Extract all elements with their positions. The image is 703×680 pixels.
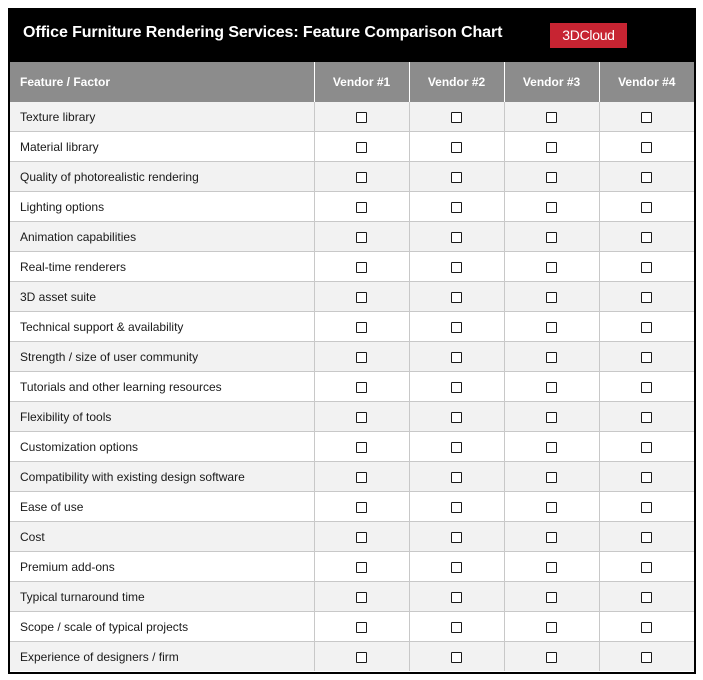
vendor-2-cell	[409, 282, 504, 312]
vendor-1-cell	[314, 282, 409, 312]
vendor-4-cell	[599, 282, 694, 312]
vendor-1-checkbox-icon[interactable]	[356, 232, 367, 243]
vendor-4-checkbox-icon[interactable]	[641, 442, 652, 453]
vendor-1-cell	[314, 162, 409, 192]
vendor-4-cell	[599, 372, 694, 402]
vendor-3-cell	[504, 432, 599, 462]
vendor-3-checkbox-icon[interactable]	[546, 232, 557, 243]
vendor-4-cell	[599, 312, 694, 342]
vendor-4-checkbox-icon[interactable]	[641, 352, 652, 363]
vendor-1-checkbox-icon[interactable]	[356, 202, 367, 213]
vendor-4-cell	[599, 162, 694, 192]
vendor-4-cell	[599, 102, 694, 132]
table-row	[10, 342, 694, 372]
table-row	[10, 432, 694, 462]
comparison-chart	[8, 8, 696, 674]
vendor-3-checkbox-icon[interactable]	[546, 142, 557, 153]
vendor-3-cell	[504, 612, 599, 642]
vendor-2-checkbox-icon[interactable]	[451, 412, 462, 423]
vendor-4-checkbox-icon[interactable]	[641, 322, 652, 333]
vendor-4-cell	[599, 342, 694, 372]
vendor-4-checkbox-icon[interactable]	[641, 502, 652, 513]
vendor-1-cell	[314, 612, 409, 642]
vendor-3-checkbox-icon[interactable]	[546, 622, 557, 633]
vendor-1-cell	[314, 432, 409, 462]
feature-label: Texture library	[10, 102, 314, 132]
vendor-2-checkbox-icon[interactable]	[451, 142, 462, 153]
table-header-row	[10, 62, 694, 102]
vendor-2-checkbox-icon[interactable]	[451, 502, 462, 513]
vendor-2-cell	[409, 132, 504, 162]
vendor-2-checkbox-icon[interactable]	[451, 292, 462, 303]
vendor-3-checkbox-icon[interactable]	[546, 442, 557, 453]
table-row	[10, 612, 694, 642]
vendor-3-cell	[504, 222, 599, 252]
vendor-1-checkbox-icon[interactable]	[356, 412, 367, 423]
vendor-1-checkbox-icon[interactable]	[356, 142, 367, 153]
vendor-3-cell	[504, 102, 599, 132]
vendor-1-cell	[314, 132, 409, 162]
vendor-1-checkbox-icon[interactable]	[356, 622, 367, 633]
feature-label: Animation capabilities	[10, 222, 314, 252]
column-header-vendor-3: Vendor #3	[504, 62, 599, 102]
vendor-2-cell	[409, 372, 504, 402]
feature-label: Experience of designers / firm	[10, 642, 314, 672]
vendor-3-checkbox-icon[interactable]	[546, 502, 557, 513]
vendor-4-checkbox-icon[interactable]	[641, 652, 652, 663]
table-row	[10, 132, 694, 162]
column-header-vendor-2: Vendor #2	[409, 62, 504, 102]
vendor-4-cell	[599, 252, 694, 282]
vendor-1-cell	[314, 252, 409, 282]
vendor-4-checkbox-icon[interactable]	[641, 202, 652, 213]
vendor-1-cell	[314, 582, 409, 612]
table-row	[10, 162, 694, 192]
vendor-3-checkbox-icon[interactable]	[546, 412, 557, 423]
vendor-1-checkbox-icon[interactable]	[356, 472, 367, 483]
vendor-1-checkbox-icon[interactable]	[356, 262, 367, 273]
vendor-3-cell	[504, 492, 599, 522]
vendor-1-checkbox-icon[interactable]	[356, 502, 367, 513]
vendor-2-cell	[409, 492, 504, 522]
vendor-3-cell	[504, 402, 599, 432]
vendor-1-checkbox-icon[interactable]	[356, 532, 367, 543]
vendor-2-cell	[409, 462, 504, 492]
vendor-3-checkbox-icon[interactable]	[546, 262, 557, 273]
vendor-2-checkbox-icon[interactable]	[451, 382, 462, 393]
vendor-1-checkbox-icon[interactable]	[356, 592, 367, 603]
vendor-1-checkbox-icon[interactable]	[356, 442, 367, 453]
table-row	[10, 492, 694, 522]
table-body	[10, 102, 694, 671]
vendor-2-checkbox-icon[interactable]	[451, 652, 462, 663]
vendor-2-checkbox-icon[interactable]	[451, 562, 462, 573]
vendor-3-checkbox-icon[interactable]	[546, 112, 557, 123]
vendor-1-cell	[314, 222, 409, 252]
feature-label: Technical support & availability	[10, 312, 314, 342]
vendor-4-checkbox-icon[interactable]	[641, 472, 652, 483]
feature-label: Strength / size of user community	[10, 342, 314, 372]
vendor-4-checkbox-icon[interactable]	[641, 142, 652, 153]
vendor-3-cell	[504, 312, 599, 342]
vendor-1-cell	[314, 102, 409, 132]
table-row	[10, 552, 694, 582]
vendor-4-checkbox-icon[interactable]	[641, 562, 652, 573]
table-row	[10, 642, 694, 672]
vendor-2-checkbox-icon[interactable]	[451, 352, 462, 363]
vendor-2-cell	[409, 192, 504, 222]
vendor-4-cell	[599, 642, 694, 672]
vendor-1-checkbox-icon[interactable]	[356, 112, 367, 123]
vendor-4-cell	[599, 402, 694, 432]
vendor-4-cell	[599, 552, 694, 582]
column-header-vendor-1: Vendor #1	[314, 62, 409, 102]
feature-label: Premium add-ons	[10, 552, 314, 582]
vendor-2-checkbox-icon[interactable]	[451, 472, 462, 483]
feature-label: Tutorials and other learning resources	[10, 372, 314, 402]
vendor-2-cell	[409, 432, 504, 462]
vendor-3-checkbox-icon[interactable]	[546, 562, 557, 573]
feature-label: Material library	[10, 132, 314, 162]
vendor-3-checkbox-icon[interactable]	[546, 322, 557, 333]
table-row	[10, 462, 694, 492]
vendor-1-checkbox-icon[interactable]	[356, 382, 367, 393]
vendor-2-cell	[409, 582, 504, 612]
vendor-2-checkbox-icon[interactable]	[451, 112, 462, 123]
vendor-1-cell	[314, 492, 409, 522]
vendor-1-cell	[314, 312, 409, 342]
vendor-2-cell	[409, 342, 504, 372]
vendor-2-cell	[409, 402, 504, 432]
feature-label: Scope / scale of typical projects	[10, 612, 314, 642]
vendor-3-checkbox-icon[interactable]	[546, 172, 557, 183]
vendor-2-cell	[409, 252, 504, 282]
vendor-1-cell	[314, 552, 409, 582]
comparison-table	[10, 62, 694, 671]
column-header-feature: Feature / Factor	[10, 62, 314, 102]
vendor-3-cell	[504, 552, 599, 582]
feature-label: Lighting options	[10, 192, 314, 222]
feature-label: Customization options	[10, 432, 314, 462]
table-row	[10, 222, 694, 252]
vendor-4-cell	[599, 192, 694, 222]
vendor-2-cell	[409, 162, 504, 192]
vendor-4-checkbox-icon[interactable]	[641, 232, 652, 243]
vendor-3-cell	[504, 162, 599, 192]
vendor-4-checkbox-icon[interactable]	[641, 292, 652, 303]
vendor-1-cell	[314, 462, 409, 492]
vendor-3-cell	[504, 372, 599, 402]
vendor-1-cell	[314, 372, 409, 402]
3dcloud-logo: 3DCloud	[550, 23, 627, 48]
vendor-2-checkbox-icon[interactable]	[451, 622, 462, 633]
vendor-2-checkbox-icon[interactable]	[451, 322, 462, 333]
vendor-4-checkbox-icon[interactable]	[641, 172, 652, 183]
feature-label: Cost	[10, 522, 314, 552]
vendor-2-cell	[409, 642, 504, 672]
table-row	[10, 522, 694, 552]
vendor-4-cell	[599, 582, 694, 612]
vendor-4-checkbox-icon[interactable]	[641, 262, 652, 273]
vendor-1-checkbox-icon[interactable]	[356, 322, 367, 333]
vendor-3-checkbox-icon[interactable]	[546, 382, 557, 393]
vendor-2-cell	[409, 222, 504, 252]
vendor-1-cell	[314, 192, 409, 222]
vendor-3-cell	[504, 462, 599, 492]
vendor-3-cell	[504, 252, 599, 282]
vendor-3-cell	[504, 192, 599, 222]
feature-label: 3D asset suite	[10, 282, 314, 312]
feature-label: Flexibility of tools	[10, 402, 314, 432]
vendor-1-cell	[314, 522, 409, 552]
table-row	[10, 402, 694, 432]
table-row	[10, 582, 694, 612]
vendor-3-checkbox-icon[interactable]	[546, 202, 557, 213]
vendor-3-cell	[504, 582, 599, 612]
table-row	[10, 312, 694, 342]
vendor-4-checkbox-icon[interactable]	[641, 112, 652, 123]
vendor-2-cell	[409, 102, 504, 132]
vendor-3-cell	[504, 132, 599, 162]
vendor-4-cell	[599, 612, 694, 642]
vendor-3-checkbox-icon[interactable]	[546, 592, 557, 603]
vendor-2-cell	[409, 312, 504, 342]
vendor-3-cell	[504, 642, 599, 672]
vendor-4-cell	[599, 222, 694, 252]
vendor-4-cell	[599, 522, 694, 552]
table-row	[10, 282, 694, 312]
vendor-3-cell	[504, 522, 599, 552]
feature-label: Typical turnaround time	[10, 582, 314, 612]
vendor-3-checkbox-icon[interactable]	[546, 652, 557, 663]
vendor-2-checkbox-icon[interactable]	[451, 172, 462, 183]
header-bar	[10, 10, 694, 62]
feature-label: Real-time renderers	[10, 252, 314, 282]
vendor-1-checkbox-icon[interactable]	[356, 172, 367, 183]
vendor-4-checkbox-icon[interactable]	[641, 412, 652, 423]
vendor-3-checkbox-icon[interactable]	[546, 292, 557, 303]
vendor-3-cell	[504, 342, 599, 372]
vendor-4-checkbox-icon[interactable]	[641, 622, 652, 633]
feature-label: Compatibility with existing design software	[10, 462, 314, 492]
vendor-2-checkbox-icon[interactable]	[451, 592, 462, 603]
vendor-1-cell	[314, 642, 409, 672]
table-row	[10, 372, 694, 402]
vendor-2-checkbox-icon[interactable]	[451, 202, 462, 213]
vendor-4-cell	[599, 492, 694, 522]
table-row	[10, 252, 694, 282]
vendor-3-checkbox-icon[interactable]	[546, 532, 557, 543]
vendor-1-checkbox-icon[interactable]	[356, 562, 367, 573]
vendor-2-checkbox-icon[interactable]	[451, 262, 462, 273]
vendor-4-cell	[599, 432, 694, 462]
vendor-3-checkbox-icon[interactable]	[546, 352, 557, 363]
vendor-3-cell	[504, 282, 599, 312]
vendor-2-checkbox-icon[interactable]	[451, 532, 462, 543]
vendor-4-checkbox-icon[interactable]	[641, 532, 652, 543]
chart-title: Office Furniture Rendering Services: Feature Comparison Chart	[23, 24, 503, 41]
vendor-4-checkbox-icon[interactable]	[641, 592, 652, 603]
vendor-1-cell	[314, 342, 409, 372]
vendor-1-checkbox-icon[interactable]	[356, 352, 367, 363]
vendor-2-cell	[409, 552, 504, 582]
vendor-1-checkbox-icon[interactable]	[356, 652, 367, 663]
table-row	[10, 192, 694, 222]
vendor-2-cell	[409, 612, 504, 642]
feature-label: Ease of use	[10, 492, 314, 522]
feature-label: Quality of photorealistic rendering	[10, 162, 314, 192]
table-row	[10, 102, 694, 132]
vendor-4-checkbox-icon[interactable]	[641, 382, 652, 393]
vendor-1-cell	[314, 402, 409, 432]
vendor-2-checkbox-icon[interactable]	[451, 442, 462, 453]
vendor-3-checkbox-icon[interactable]	[546, 472, 557, 483]
vendor-2-checkbox-icon[interactable]	[451, 232, 462, 243]
vendor-2-cell	[409, 522, 504, 552]
column-header-vendor-4: Vendor #4	[599, 62, 694, 102]
vendor-4-cell	[599, 132, 694, 162]
vendor-4-cell	[599, 462, 694, 492]
vendor-1-checkbox-icon[interactable]	[356, 292, 367, 303]
